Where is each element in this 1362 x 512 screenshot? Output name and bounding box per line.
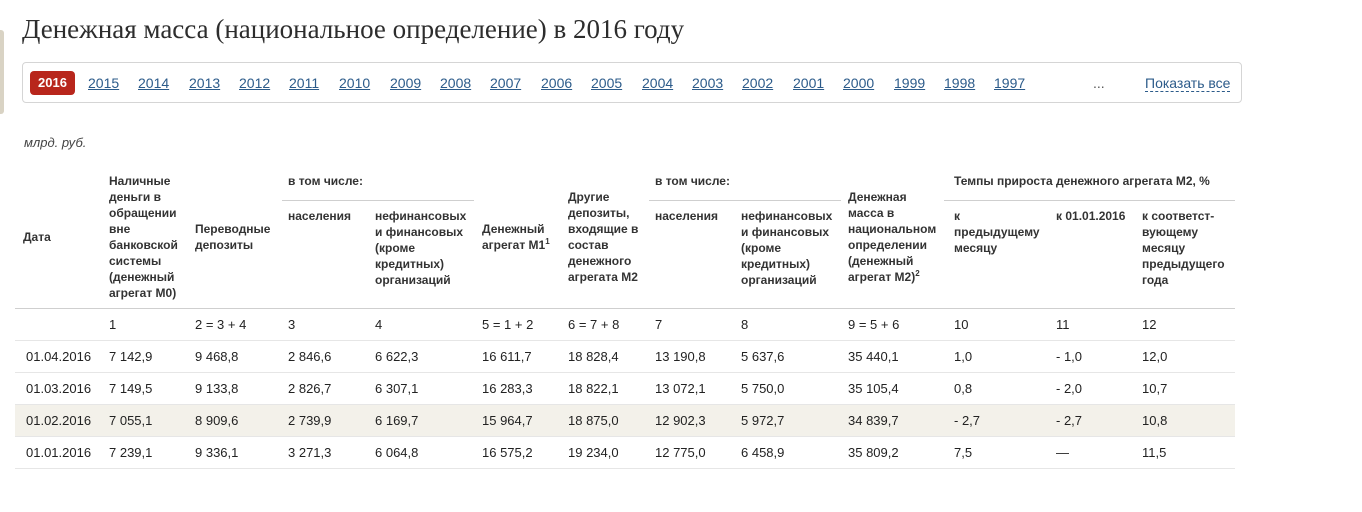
table-cell: 10,7 [1142, 381, 1168, 396]
footnote-2[interactable]: 2 [915, 269, 920, 278]
table-cell: 0,8 [954, 381, 973, 396]
table-cell: 7,5 [954, 445, 973, 460]
col-header-incl2: в том числе: [655, 174, 730, 188]
col-header-m1: Денежный агрегат $М1^1$ [482, 222, 550, 252]
numbering-cell: 11 [1056, 317, 1070, 332]
table-cell: — [1056, 445, 1069, 460]
table-cell: 11,5 [1142, 445, 1167, 460]
col-header-growth-jan: к 01.01.2016 [1056, 209, 1126, 223]
table-cell: 35 440,1 [848, 349, 899, 364]
numbering-cell: 7 [655, 317, 663, 332]
table-cell: 6 064,8 [375, 445, 419, 460]
numbering-cell: 1 [109, 317, 117, 332]
table-cell: - 2,7 [954, 413, 981, 428]
row-divider [15, 468, 1235, 469]
year-link[interactable]: 1999 [894, 75, 926, 91]
table-cell: 6 622,3 [375, 349, 419, 364]
col-header-cash: Наличные деньги в обращении вне банковской системы (денежный агрегат М0) [109, 174, 178, 300]
table-cell: 9 336,1 [195, 445, 239, 460]
header-divider [649, 200, 841, 201]
numbering-cell: 12 [1142, 317, 1157, 332]
side-tab[interactable] [0, 30, 4, 114]
table-cell: 35 105,4 [848, 381, 899, 396]
table-cell: - 1,0 [1056, 349, 1083, 364]
col-header-m2: Денежная масса в национальном определении (денежный агрегат М2)$^2$ [848, 190, 937, 284]
footnote-1[interactable]: 1 [545, 237, 550, 246]
table-cell: 7 239,1 [109, 445, 153, 460]
table-cell: 13 072,1 [655, 381, 706, 396]
table-cell: 12 902,3 [655, 413, 706, 428]
year-link[interactable]: 2003 [692, 75, 724, 91]
year-link[interactable]: 2004 [642, 75, 674, 91]
date-cell: 01.03.2016 [26, 381, 92, 396]
table-cell: 8 909,6 [195, 413, 239, 428]
table-cell: 35 809,2 [848, 445, 899, 460]
numbering-cell: 2 = 3 + 4 [195, 317, 247, 332]
header-divider [944, 200, 1235, 201]
table-cell: 2 846,6 [288, 349, 332, 364]
table-cell: - 2,0 [1056, 381, 1083, 396]
table-cell: 7 142,9 [109, 349, 153, 364]
page-title: Денежная масса (национальное определение) в 2016 году [22, 14, 685, 44]
show-all-link[interactable]: Показать все [1145, 75, 1231, 91]
col-header-other: Другие депозиты, входящие в состав денежного агрегата М2 [568, 190, 639, 284]
table-cell: 16 283,3 [482, 381, 533, 396]
year-link[interactable]: 2014 [138, 75, 170, 91]
col-header-date: Дата [23, 230, 51, 244]
table-cell: 5 750,0 [741, 381, 785, 396]
table-cell: 34 839,7 [848, 413, 899, 428]
numbering-cell: 10 [954, 317, 969, 332]
table-cell: 7 149,5 [109, 381, 153, 396]
table-cell: 18 828,4 [568, 349, 619, 364]
year-link[interactable]: 1998 [944, 75, 976, 91]
date-cell: 01.01.2016 [26, 445, 92, 460]
year-link[interactable]: 2001 [793, 75, 825, 91]
year-tab-active[interactable]: 2016 [30, 71, 75, 95]
year-link[interactable]: 2009 [390, 75, 422, 91]
table-cell: 12 775,0 [655, 445, 706, 460]
year-link[interactable]: 2013 [189, 75, 221, 91]
numbering-cell: 8 [741, 317, 749, 332]
numbering-cell: 5 = 1 + 2 [482, 317, 534, 332]
table-cell: 7 055,1 [109, 413, 153, 428]
col-header-incl1: в том числе: [288, 174, 363, 188]
year-selector [22, 62, 1242, 103]
table-cell: 6 458,9 [741, 445, 785, 460]
col-header-growth: Темпы прироста денежного агрегата М2, % [954, 174, 1210, 188]
year-link[interactable]: 1997 [994, 75, 1026, 91]
year-link[interactable]: 2015 [88, 75, 120, 91]
table-cell: 9 468,8 [195, 349, 239, 364]
numbering-cell: 3 [288, 317, 296, 332]
table-cell: 10,8 [1142, 413, 1168, 428]
year-link[interactable]: 2007 [490, 75, 522, 91]
numbering-cell: 9 = 5 + 6 [848, 317, 900, 332]
date-cell: 01.02.2016 [26, 413, 92, 428]
year-ellipsis: ... [1093, 75, 1105, 91]
table-cell: 5 637,6 [741, 349, 785, 364]
table-cell: 6 307,1 [375, 381, 419, 396]
col-header-nonfin2: нефинансовых и финансовых (кроме кредитных) организаций [741, 209, 833, 287]
table-cell: 3 271,3 [288, 445, 332, 460]
year-link[interactable]: 2006 [541, 75, 573, 91]
col-header-pop1: населения [288, 209, 352, 223]
table-cell: - 2,7 [1056, 413, 1083, 428]
table-cell: 16 575,2 [482, 445, 533, 460]
col-header-growth-prev: к предыдущему месяцу [954, 209, 1040, 255]
table-cell: 2 826,7 [288, 381, 332, 396]
header-divider [282, 200, 474, 201]
table-cell: 1,0 [954, 349, 973, 364]
unit-label: млрд. руб. [24, 135, 87, 150]
table-cell: 15 964,7 [482, 413, 533, 428]
year-link[interactable]: 2005 [591, 75, 623, 91]
year-link[interactable]: 2008 [440, 75, 472, 91]
col-header-growth-year: к соответст-вующему месяцу предыдущего года [1142, 209, 1225, 287]
table-cell: 6 169,7 [375, 413, 419, 428]
table-cell: 2 739,9 [288, 413, 332, 428]
table-cell: 18 875,0 [568, 413, 619, 428]
col-header-transfer: Переводные депозиты [195, 222, 271, 252]
table-cell: 18 822,1 [568, 381, 619, 396]
col-header-nonfin1: нефинансовых и финансовых (кроме кредитных) организаций [375, 209, 467, 287]
year-link[interactable]: 2000 [843, 75, 875, 91]
date-cell: 01.04.2016 [26, 349, 92, 364]
table-cell: 9 133,8 [195, 381, 239, 396]
year-link[interactable]: 2012 [239, 75, 271, 91]
numbering-cell: 6 = 7 + 8 [568, 317, 620, 332]
year-link[interactable]: 2002 [742, 75, 774, 91]
table-cell: 13 190,8 [655, 349, 706, 364]
year-link[interactable]: 2010 [339, 75, 371, 91]
year-link[interactable]: 2011 [289, 75, 320, 91]
numbering-cell: 4 [375, 317, 383, 332]
header-bottom-rule [15, 308, 1235, 309]
table-cell: 16 611,7 [482, 349, 532, 364]
table-cell: 12,0 [1142, 349, 1168, 364]
table-cell: 5 972,7 [741, 413, 785, 428]
table-cell: 19 234,0 [568, 445, 619, 460]
col-header-pop2: населения [655, 209, 719, 223]
